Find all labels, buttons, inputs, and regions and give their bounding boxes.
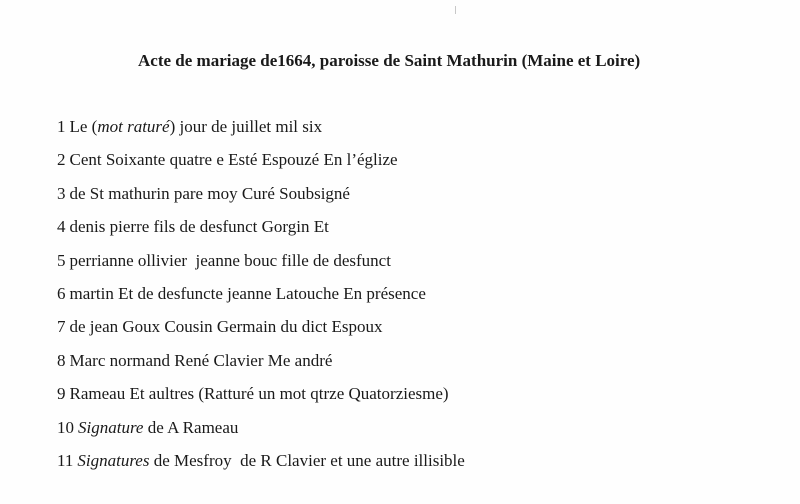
transcription-line-9	[57, 383, 465, 416]
line-number: 2	[57, 150, 66, 170]
transcription-line-8	[57, 350, 465, 383]
line-number: 8	[57, 350, 66, 370]
scan-speck	[455, 6, 456, 14]
line-text: Marc normand René Clavier Me andré	[69, 350, 333, 370]
line-number: 7	[57, 317, 66, 337]
line-text-after: de Mesfroy de R Clavier et une autre illisible	[149, 450, 465, 470]
line-text: martin Et de desfuncte jeanne Latouche En présence	[69, 283, 426, 303]
transcription-line-3	[57, 183, 465, 216]
line-text: perrianne ollivier jeanne bouc fille de desfunct	[69, 250, 391, 270]
line-number: 9	[57, 384, 66, 404]
line-text: Cent Soixante quatre e Esté Espouzé En l’églize	[69, 150, 398, 170]
transcription-line-5	[57, 250, 465, 283]
line-number: 11	[57, 450, 74, 470]
line-number: 10	[57, 417, 74, 437]
transcription-line-4	[57, 216, 465, 249]
transcription-line-1	[57, 116, 465, 149]
transcription-line-7	[57, 316, 465, 349]
transcription-lines	[57, 116, 465, 483]
line-text-after: ) jour de juillet mil six	[169, 117, 323, 136]
transcription-line-10	[57, 417, 465, 450]
line-italic-text: Signatures	[77, 450, 150, 470]
line-text-after: de A Rameau	[143, 417, 239, 437]
line-number: 3	[57, 183, 66, 203]
line-text: de St mathurin pare moy Curé Soubsigné	[69, 183, 350, 203]
transcription-line-2	[57, 149, 465, 182]
line-text: Rameau Et aultres (Ratturé un mot qtrze Quatorziesme)	[69, 384, 449, 404]
line-text: denis pierre fils de desfunct Gorgin Et	[69, 217, 329, 237]
line-italic-text: mot raturé	[97, 117, 170, 136]
line-number: 1	[57, 117, 66, 136]
line-number: 4	[57, 217, 66, 237]
line-number: 6	[57, 283, 66, 303]
line-italic-text: Signature	[78, 417, 144, 437]
transcription-line-6	[57, 283, 465, 316]
line-number: 5	[57, 250, 66, 270]
line-text: de jean Goux Cousin Germain du dict Espoux	[69, 317, 383, 337]
line-text: Le (	[69, 117, 98, 136]
document-title: Acte de mariage de1664, paroisse de Saint Mathurin (Maine et Loire)	[138, 51, 641, 70]
transcription-line-11	[57, 450, 465, 483]
